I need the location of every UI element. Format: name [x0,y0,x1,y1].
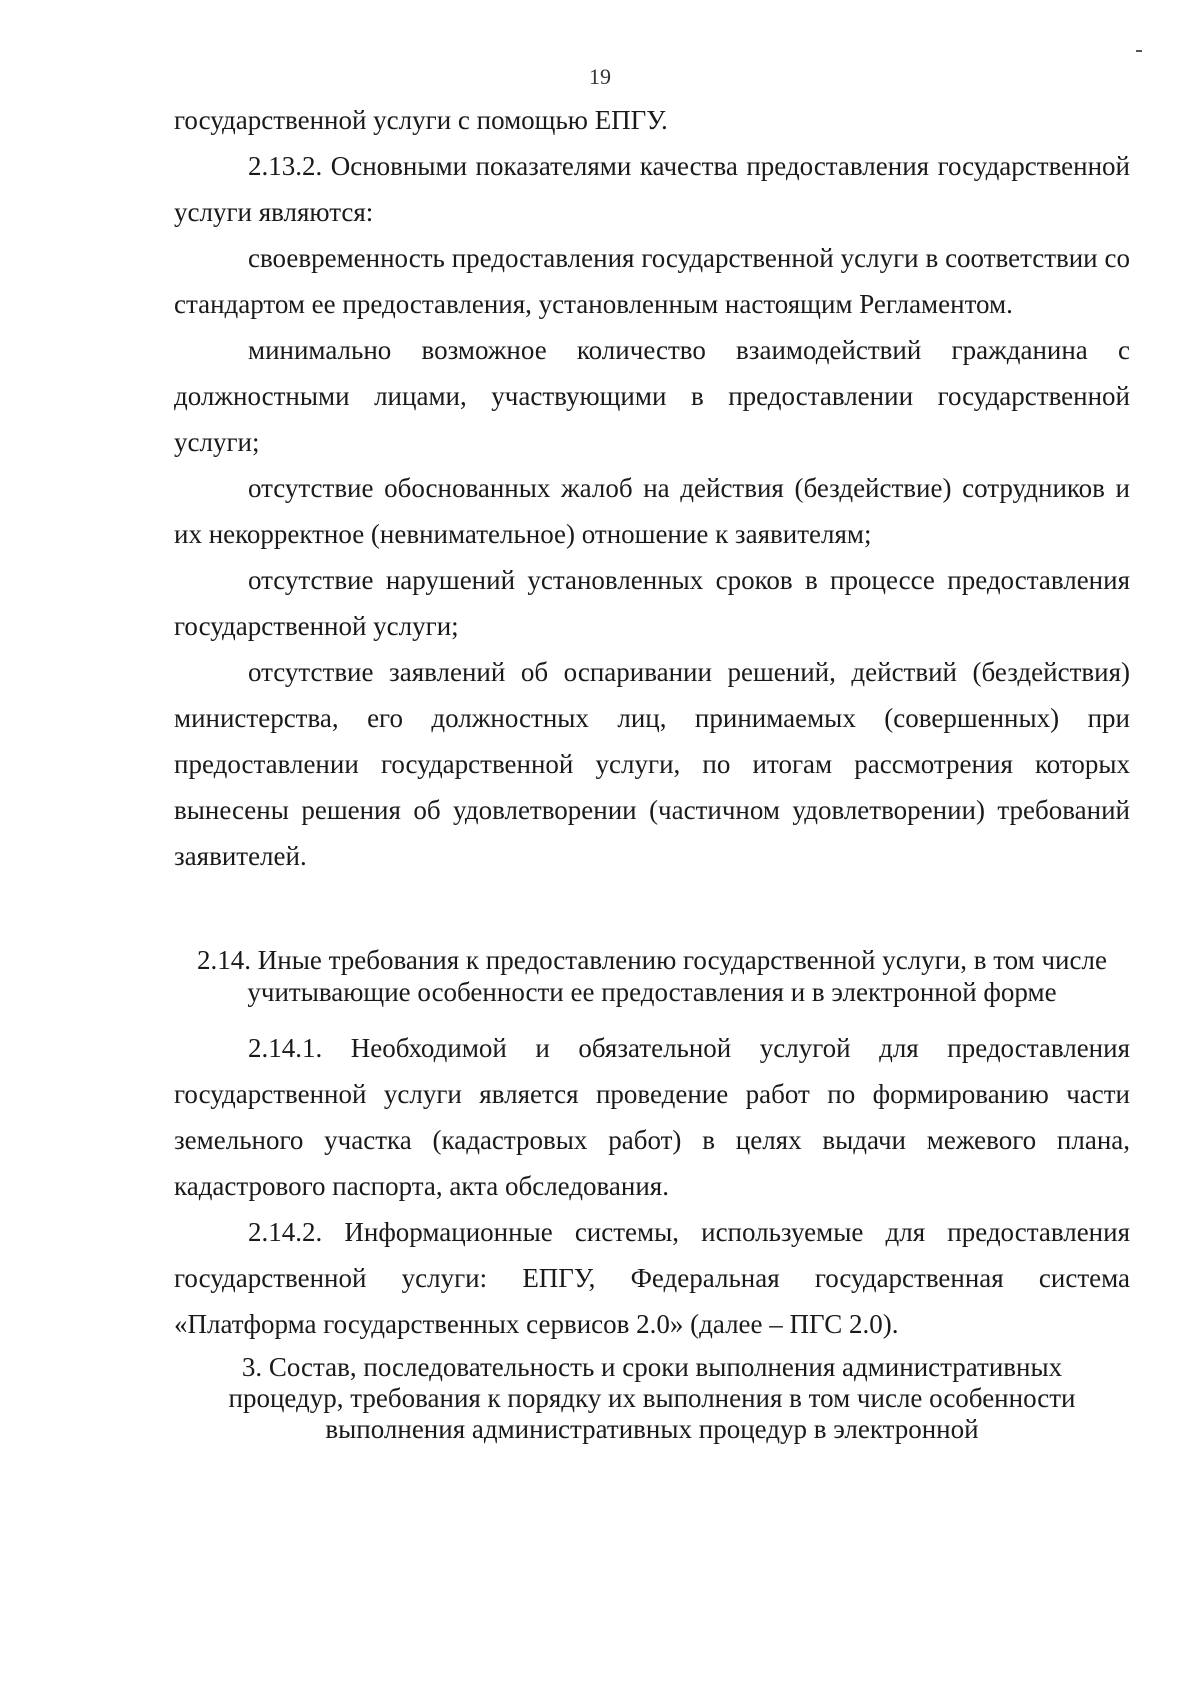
heading-2-14: 2.14. Иные требования к предоставлению государственной услуги, в том числе учитывающие особенности ее предоставления и в электронной форме [197,945,1107,1007]
paragraph-no-violations: отсутствие нарушений установленных сроков в процессе предоставления государственной услуги; [174,565,1130,641]
paragraph-2-14-2: 2.14.2. Информационные системы, используемые для предоставления государственной услуги: ЕПГУ, Федеральная государственная система «Платформа государственных сервисов 2.0» (далее – ПГС 2.0). [174,1217,1130,1339]
section-2-14-block [174,1025,1130,1347]
paragraph-min-interactions: минимально возможное количество взаимодействий гражданина с должностными лицами, участвующими в предоставлении государственной услуги; [174,335,1130,457]
paragraph-timeliness: своевременность предоставления государственной услуги в соответствии со стандартом ее предоставления, установленным настоящим Регламентом. [174,243,1130,319]
page-number: 19 [589,64,611,89]
scan-mark [1136,50,1142,52]
paragraph-no-complaints: отсутствие обоснованных жалоб на действия (бездействие) сотрудников и их некорректное (невнимательное) отношение к заявителям; [174,473,1130,549]
paragraph-2-13-2: 2.13.2. Основными показателями качества предоставления государственной услуги являются: [174,151,1130,227]
section-2-13-2-block [174,97,1130,879]
paragraph-2-14-1: 2.14.1. Необходимой и обязательной услугой для предоставления государственной услуги является проведение работ по формированию части земельного участка (кадастровых работ) в целях выдачи межевого плана, кадастрового паспорта, акта обследования. [174,1033,1130,1201]
heading-3: 3. Состав, последовательность и сроки выполнения административных процедур, требования к порядку их выполнения в том числе особенности выполнения административных процедур в электронной [228,1352,1076,1444]
paragraph-continuation: государственной услуги с помощью ЕПГУ. [174,105,668,135]
paragraph-no-disputes: отсутствие заявлений об оспаривании решений, действий (бездействия) министерства, его должностных лиц, принимаемых (совершенных) при предоставлении государственной услуги, по итогам рассмотрения которых вынесены решения об удовлетворении (частичном удовлетворении) требований заявителей. [174,657,1130,871]
